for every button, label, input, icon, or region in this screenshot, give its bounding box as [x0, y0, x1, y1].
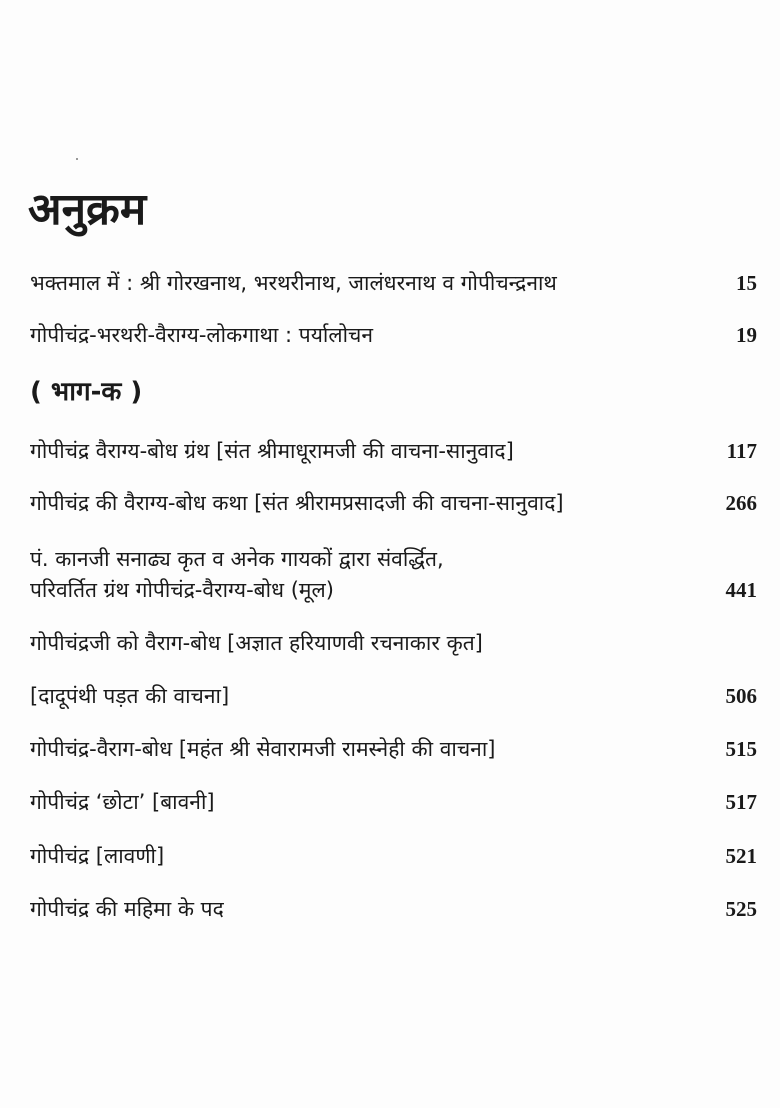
entry-title: गोपीचंद्र ‘छोटा’ [बावनी] — [30, 790, 215, 814]
toc-entry — [30, 488, 757, 518]
entry-title: गोपीचंद्र [लावणी] — [30, 844, 165, 868]
entry-page: 15 — [736, 271, 757, 295]
toc-entry — [30, 628, 757, 658]
entry-page: 441 — [725, 578, 757, 602]
entry-title: गोपीचंद्रजी को वैराग-बोध [अज्ञात हरियाणवी रचनाकार कृत] — [30, 631, 483, 655]
entry-page: 117 — [726, 439, 757, 463]
toc-entry — [30, 734, 757, 764]
entry-page: 19 — [736, 323, 757, 347]
toc-entry — [30, 681, 757, 711]
toc-entry — [30, 436, 757, 466]
toc-entry — [30, 575, 757, 605]
entry-title: भक्तमाल में : श्री गोरखनाथ, भरथरीनाथ, जालंधरनाथ व गोपीचन्द्रनाथ — [30, 271, 557, 295]
entry-title: गोपीचंद्र वैराग्य-बोध ग्रंथ [संत श्रीमाधूरामजी की वाचना-सानुवाद] — [30, 439, 514, 463]
toc-entry — [30, 268, 757, 298]
toc-entry-line1 — [30, 544, 757, 574]
section-heading: ( भाग-क ) — [30, 377, 143, 407]
entry-title: गोपीचंद्र-वैराग-बोध [महंत श्री सेवारामजी रामस्नेही की वाचना] — [30, 737, 496, 761]
toc-entry — [30, 320, 757, 350]
page-title: अनुक्रम — [28, 184, 147, 235]
entry-title: गोपीचंद्र की वैराग्य-बोध कथा [संत श्रीरामप्रसादजी की वाचना-सानुवाद] — [30, 491, 564, 515]
entry-page: 525 — [725, 897, 757, 921]
entry-title-line1: पं. कानजी सनाढ्य कृत व अनेक गायकों द्वारा संवर्द्धित, — [30, 547, 444, 571]
toc-entry — [30, 787, 757, 817]
speck — [76, 158, 78, 160]
entry-page: 521 — [725, 844, 757, 868]
entry-title: [दादूपंथी पड़त की वाचना] — [30, 684, 230, 708]
entry-title: गोपीचंद्र-भरथरी-वैराग्य-लोकगाथा : पर्यालोचन — [30, 323, 373, 347]
entry-page: 506 — [725, 684, 757, 708]
entry-title: परिवर्तित ग्रंथ गोपीचंद्र-वैराग्य-बोध (मूल) — [30, 578, 334, 602]
entry-page: 266 — [725, 491, 757, 515]
toc-entry — [30, 894, 757, 924]
toc-entry — [30, 841, 757, 871]
entry-page: 517 — [725, 790, 757, 814]
entry-title: गोपीचंद्र की महिमा के पद — [30, 897, 224, 921]
entry-page: 515 — [725, 737, 757, 761]
